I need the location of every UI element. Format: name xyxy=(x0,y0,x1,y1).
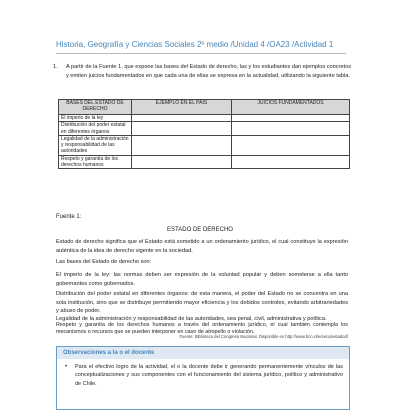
table-header-row xyxy=(59,100,350,115)
table-cell-ejemplo[interactable] xyxy=(132,122,232,136)
source-paragraph: Legalidad de la administración y responsabilidad de las autoridades, sea penal, civil, administrativa y política. xyxy=(56,316,327,322)
bases-table xyxy=(58,99,350,169)
question-text: A partir de la Fuente 1, que expone las bases del Estado de derecho, las y los estudiantes dan ejemplos concretos y emiten juicios fundamentados en que cada una de ellas se expresa en la actualidad, utilizando la siguiente tabla. xyxy=(66,64,351,79)
table-row xyxy=(59,135,350,155)
observations-title: Observaciones a la o el docente xyxy=(57,347,349,359)
source-paragraph: Estado de derecho significa que el Estado está sometido a un ordenamiento jurídico, el cual constituye la expresión auténtica de la idea de derecho vigente en la sociedad. xyxy=(56,239,348,254)
table-row xyxy=(59,155,350,169)
table-cell-ejemplo[interactable] xyxy=(132,155,232,169)
table-cell-base: Legalidad de la administración y responsabilidad de las autoridades xyxy=(59,135,132,155)
observations-bullet-text: Para el efectivo logro de la actividad, el o la docente debe ir generando permanentemente vínculos de las conceptualizaciones y sus componentes con el funcionamiento del sistema jurídico, político y administrativo de Chile. xyxy=(75,364,343,387)
source-label: Fuente 1: xyxy=(56,214,82,220)
table-header-bases: BASES DEL ESTADO DE DERECHO xyxy=(59,100,132,115)
question-number: 1. xyxy=(53,64,58,70)
table-cell-ejemplo[interactable] xyxy=(132,135,232,155)
bullet-icon: • xyxy=(65,364,68,370)
observations-body xyxy=(57,359,349,388)
table-cell-juicio[interactable] xyxy=(232,115,350,122)
source-paragraph: Distribución del poder estatal en diferentes órganos: de esta manera, el poder del Estado no se concentra en una sola institución, sino que se distribuye permitiendo mayor eficiencia y los debidos controles, evitando arbitrariedades y abuso de poder. xyxy=(56,291,348,314)
observations-box xyxy=(56,346,350,410)
table-header-juicios: JUICIOS FUNDAMENTADOS xyxy=(232,100,350,115)
table-cell-base: Distribución del poder estatal en diferentes órganos xyxy=(59,122,132,136)
table-header-ejemplo: EJEMPLO EN EL PAÍS xyxy=(132,100,232,115)
table-cell-juicio[interactable] xyxy=(232,155,350,169)
source-citation: Fuente: Biblioteca del Congreso Nacional. Disponible en http://www.bcn.cl/ecivica/estadod/ xyxy=(179,334,348,339)
table-cell-juicio[interactable] xyxy=(232,122,350,136)
table-cell-base: Respeto y garantía de los derechos humanos xyxy=(59,155,132,169)
question-1 xyxy=(53,63,351,80)
table-cell-base: El imperio de la ley xyxy=(59,115,132,122)
table-row xyxy=(59,115,350,122)
source-paragraph: Las bases del Estado de derecho son: xyxy=(56,259,152,265)
page-header: Historia, Geografía y Ciencias Sociales 2º medio /Unidad 4 /OA23 /Actividad 1 xyxy=(56,40,346,54)
table-cell-ejemplo[interactable] xyxy=(132,115,232,122)
source-paragraph: El imperio de la ley: las normas deben ser expresión de la voluntad popular y deben someterse a ella tanto gobernantes como gobernados. xyxy=(56,272,348,287)
source-title: ESTADO DE DERECHO xyxy=(167,227,233,233)
source-paragraph-last: Respeto y garantía de los derechos humanos a través del ordenamiento jurídico, el cual también contempla los mecanismos o recursos que se pueden interponer en caso de atropello o violación. xyxy=(56,322,348,336)
table-cell-juicio[interactable] xyxy=(232,135,350,155)
table-row xyxy=(59,122,350,136)
